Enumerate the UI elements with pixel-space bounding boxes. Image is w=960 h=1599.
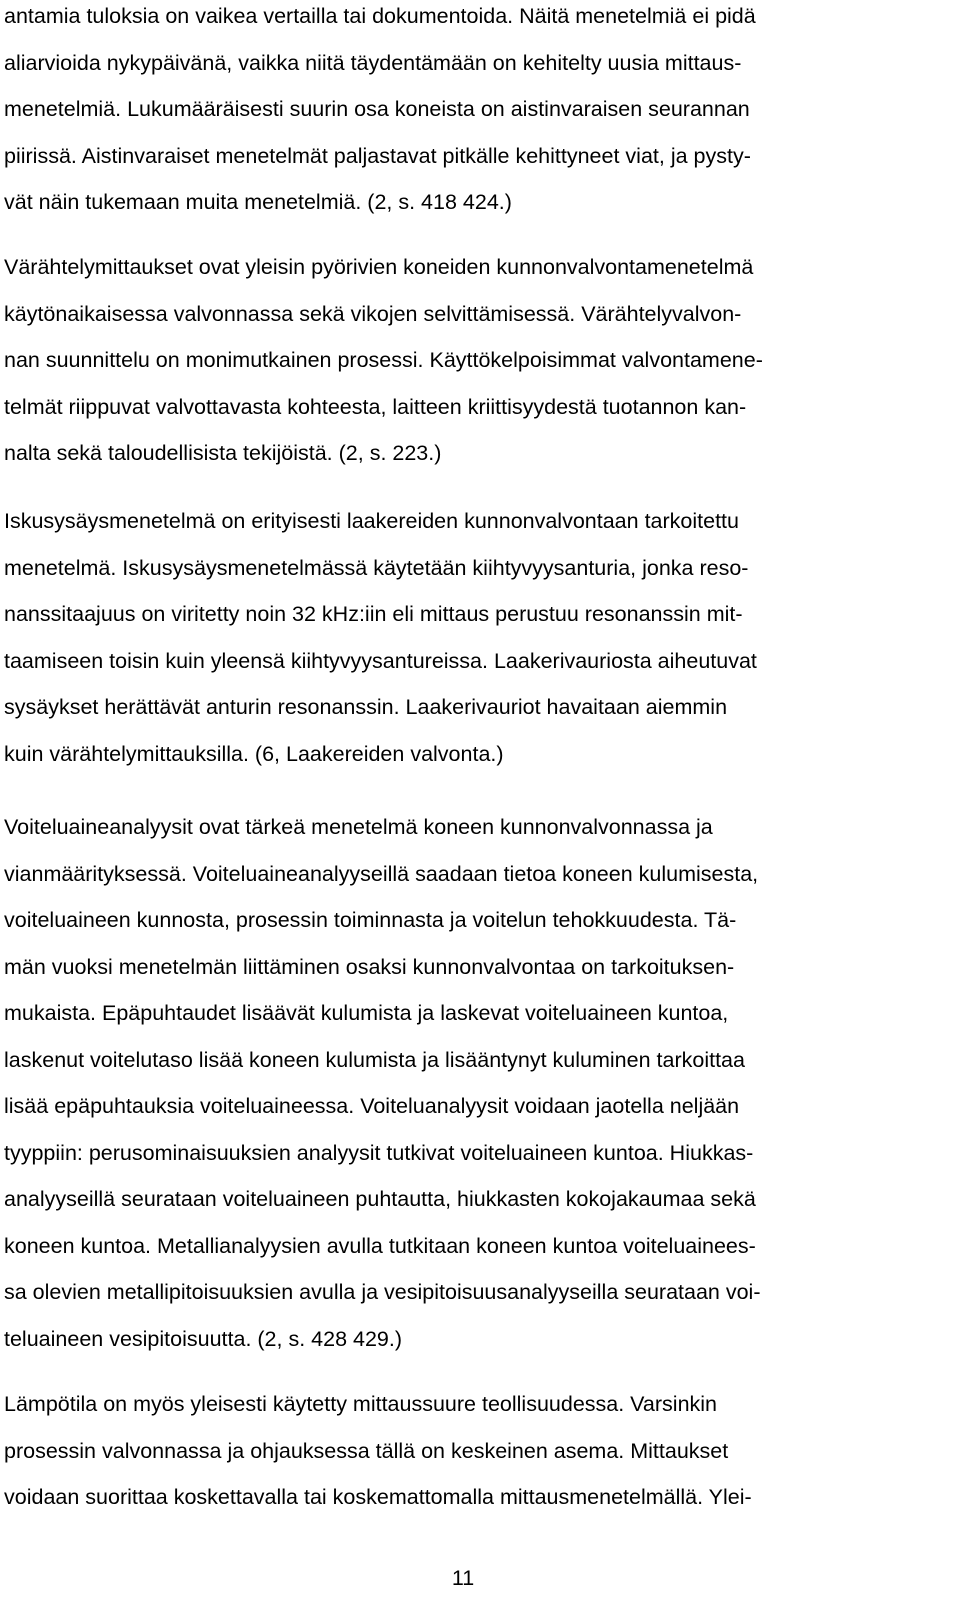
text-line: telmät riippuvat valvottavasta kohteesta, laitteen kriittisyydestä tuotannon kan-	[4, 394, 747, 419]
text-line: nan suunnittelu on monimutkainen prosessi. Käyttökelpoisimmat valvontamene-	[4, 348, 763, 372]
paragraph-sensory-methods	[4, 0, 954, 226]
text-line: käytönaikaisessa valvonnassa sekä vikojen selvittämisessä. Värähtelyvalvon-	[4, 301, 742, 326]
text-line: lisää epäpuhtauksia voiteluaineessa. Voiteluanalyysit voidaan jaotella neljään	[4, 1094, 740, 1118]
text-line: vianmäärityksessä. Voiteluaineanalyyseillä saadaan tietoa koneen kulumisesta,	[4, 861, 759, 886]
text-line: Voiteluaineanalyysit ovat tärkeä menetelmä koneen kunnonvalvonnassa ja	[4, 815, 713, 839]
text-line: mukaista. Epäpuhtaudet lisäävät kulumista ja laskevat voiteluaineen kuntoa,	[4, 1001, 729, 1025]
text-line: aliarvioida nykypäivänä, vaikka niitä täydentämään on kehitelty uusia mittaus-	[4, 50, 742, 75]
text-line: prosessin valvonnassa ja ohjauksessa tällä on keskeinen asema. Mittaukset	[4, 1438, 729, 1463]
text-line: Värähtelymittaukset ovat yleisin pyörivien koneiden kunnonvalvontamenetelmä	[4, 255, 754, 279]
paragraph-vibration-measurement	[4, 244, 954, 477]
text-line: teluaineen vesipitoisuutta. (2, s. 428 429.)	[4, 1326, 403, 1351]
text-line: Iskusysäysmenetelmä on erityisesti laakereiden kunnonvalvontaan tarkoitettu	[4, 509, 739, 533]
text-line: voiteluaineen kunnosta, prosessin toiminnasta ja voitelun tehokkuudesta. Tä-	[4, 908, 737, 932]
page-number: 11	[451, 1566, 475, 1590]
text-line: sa olevien metallipitoisuuksien avulla ja vesipitoisuusanalyyseilla seurataan voi-	[4, 1280, 761, 1304]
text-line: vät näin tukemaan muita menetelmiä. (2, s. 418 424.)	[4, 190, 512, 214]
text-line: Lämpötila on myös yleisesti käytetty mittaussuure teollisuudessa. Varsinkin	[4, 1392, 718, 1416]
text-line: laskenut voitelutaso lisää koneen kulumista ja lisääntynyt kuluminen tarkoittaa	[4, 1047, 745, 1072]
paragraph-lubricant-analysis	[4, 804, 954, 1362]
text-line: analyyseillä seurataan voiteluaineen puhtautta, hiukkasten kokojakaumaa sekä	[4, 1187, 756, 1211]
text-line: koneen kuntoa. Metallianalyysien avulla tutkitaan koneen kuntoa voiteluainees-	[4, 1233, 756, 1258]
text-line: sysäykset herättävät anturin resonanssin. Laakerivauriot havaitaan aiemmin	[4, 695, 728, 719]
text-line: menetelmä. Iskusysäysmenetelmässä käytetään kiihtyvyysanturia, jonka reso-	[4, 555, 749, 580]
text-line: antamia tuloksia on vaikea vertailla tai dokumentoida. Näitä menetelmiä ei pidä	[4, 4, 756, 28]
text-line: menetelmiä. Lukumääräisesti suurin osa koneista on aistinvaraisen seurannan	[4, 97, 750, 121]
text-line: taamiseen toisin kuin yleensä kiihtyvyysantureissa. Laakerivauriosta aiheutuvat	[4, 648, 757, 673]
paragraph-shock-pulse-method	[4, 498, 954, 777]
text-line: tyyppiin: perusominaisuuksien analyysit tutkivat voiteluaineen kuntoa. Hiukkas-	[4, 1140, 754, 1165]
text-line: piirissä. Aistinvaraiset menetelmät paljastavat pitkälle kehittyneet viat, ja pysty-	[4, 143, 751, 168]
text-line: män vuoksi menetelmän liittäminen osaksi kunnonvalvontaa on tarkoituksen-	[4, 954, 735, 979]
text-line: nanssitaajuus on viritetty noin 32 kHz:iin eli mittaus perustuu resonanssin mit-	[4, 602, 743, 626]
paragraph-temperature	[4, 1381, 954, 1521]
text-line: nalta sekä taloudellisista tekijöistä. (2, s. 223.)	[4, 441, 442, 465]
text-line: voidaan suorittaa koskettavalla tai koskemattomalla mittausmenetelmällä. Ylei-	[4, 1485, 752, 1509]
text-line: kuin värähtelymittauksilla. (6, Laakereiden valvonta.)	[4, 741, 504, 766]
